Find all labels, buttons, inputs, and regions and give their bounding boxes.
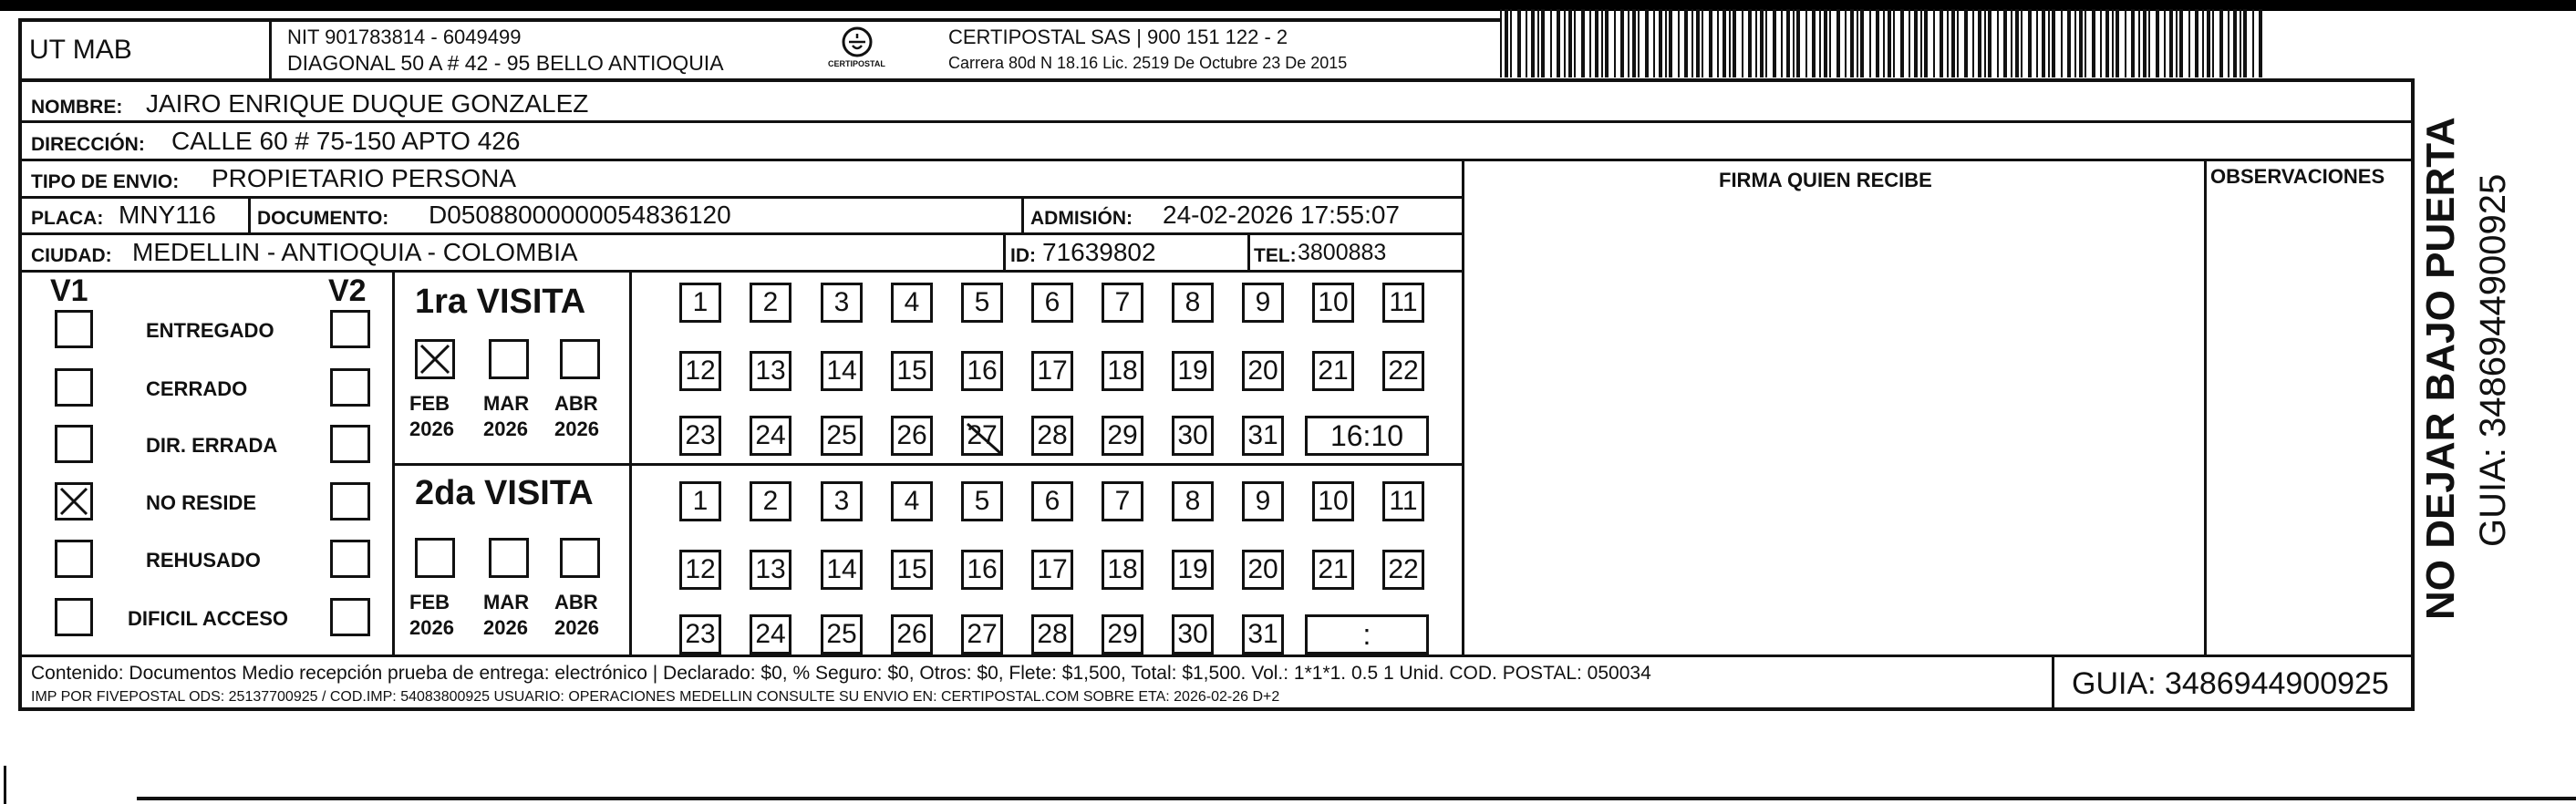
side-guia: GUIA: 3486944900925 [2473, 173, 2513, 547]
footer-line [20, 655, 2415, 657]
barcode [1500, 9, 2266, 77]
day-box[interactable]: 16 [961, 351, 1003, 391]
v2-checkbox[interactable] [330, 310, 370, 348]
footer-guia: GUIA: 3486944900925 [2072, 666, 2389, 701]
month-year: 2026 [554, 417, 599, 440]
month-year: 2026 [409, 616, 454, 639]
day-box[interactable]: 6 [1031, 481, 1073, 521]
firma-left-divider [1462, 159, 1464, 656]
day-box[interactable]: 5 [961, 481, 1003, 521]
day-box[interactable]: 17 [1031, 351, 1073, 391]
v1-checkbox[interactable] [55, 425, 93, 463]
tel-value: 3800883 [1298, 240, 1387, 265]
day-box[interactable]: 23 [679, 614, 721, 655]
observaciones-header: OBSERVACIONES [2210, 165, 2385, 188]
day-box[interactable]: 21 [1312, 550, 1354, 590]
status-label: DIFICIL ACCESO [128, 607, 289, 630]
day-box[interactable]: 10 [1312, 481, 1354, 521]
day-box[interactable]: 23 [679, 416, 721, 456]
month-label: FEB [409, 591, 450, 613]
footer-content-line: Contenido: Documentos Medio recepción prueba de entrega: electrónico | Declarado: $0, % Seguro: $0, Otros: $0, Flete: $1,500, Total: $1,500. Vol.: 1*1*1. 0.5 1 Unid. COD. POSTAL: 050034 [31, 663, 1651, 684]
tipo-envio-label: TIPO DE ENVIO: [31, 171, 180, 192]
month-label: MAR [483, 392, 530, 415]
side-warning: NO DEJAR BAJO PUERTA [2418, 117, 2463, 620]
day-box[interactable]: 20 [1242, 351, 1284, 391]
v1-label: V1 [50, 273, 88, 308]
day-box[interactable]: 15 [891, 351, 933, 391]
left-edge-mark [4, 766, 6, 804]
day-box[interactable]: 29 [1102, 416, 1143, 456]
day-box[interactable]: 8 [1172, 283, 1214, 323]
month-label: FEB [409, 392, 450, 415]
day-box[interactable]: 13 [750, 550, 791, 590]
day-box[interactable]: 14 [821, 351, 863, 391]
placa-label: PLACA: [31, 208, 104, 229]
row-line-3 [20, 196, 1464, 199]
day-box[interactable]: 4 [891, 283, 933, 323]
v1-checkbox[interactable] [55, 482, 93, 521]
day-box[interactable]: 9 [1242, 283, 1284, 323]
placa-divider [248, 196, 251, 234]
month-year: 2026 [554, 616, 599, 639]
ciudad-label: CIUDAD: [31, 245, 112, 266]
footer-guia-divider [2052, 655, 2054, 711]
month-year: 2026 [409, 417, 454, 440]
day-box[interactable]: 13 [750, 351, 791, 391]
company-nit: NIT 901783814 - 6049499 [287, 26, 522, 48]
tel-divider [1247, 232, 1250, 271]
company-name: UT MAB [29, 35, 132, 65]
day-box[interactable]: 12 [679, 351, 721, 391]
day-box[interactable]: 10 [1312, 283, 1354, 323]
visit-divider [394, 463, 1463, 466]
ciudad-value: MEDELLIN - ANTIOQUIA - COLOMBIA [132, 238, 578, 266]
day-box[interactable]: 29 [1102, 614, 1143, 655]
id-divider [1003, 232, 1006, 271]
day-check-mark [964, 418, 1004, 459]
day-box[interactable]: 30 [1172, 416, 1214, 456]
day-box[interactable]: 25 [821, 614, 863, 655]
admision-value: 24-02-2026 17:55:07 [1163, 201, 1400, 229]
direccion-value: CALLE 60 # 75-150 APTO 426 [171, 127, 521, 155]
v2-checkbox[interactable] [330, 598, 370, 636]
time-field[interactable]: 16:10 [1305, 416, 1429, 456]
month-checkbox[interactable] [560, 339, 600, 379]
day-box[interactable]: 1 [679, 283, 721, 323]
v1-checkbox[interactable] [55, 310, 93, 348]
month-label: MAR [483, 591, 530, 613]
v2-checkbox[interactable] [330, 540, 370, 578]
month-year: 2026 [483, 616, 528, 639]
day-box[interactable]: 7 [1102, 481, 1143, 521]
month-label: ABR [554, 591, 598, 613]
v2-label: V2 [328, 273, 367, 308]
day-box[interactable]: 27 [961, 614, 1003, 655]
day-box[interactable]: 28 [1031, 614, 1073, 655]
footer-print-line: IMP POR FIVEPOSTAL ODS: 25137700925 / COD.IMP: 54083800925 USUARIO: OPERACIONES MEDELLIN CONSULTE SU ENVIO EN: CERTIPOSTAL.COM SOBRE ETA: 2026-02-26 D+2 [31, 689, 1280, 705]
day-box[interactable]: 3 [821, 283, 863, 323]
id-value: 71639802 [1042, 238, 1156, 266]
time-field[interactable]: : [1305, 614, 1429, 655]
firma-header: FIRMA QUIEN RECIBE [1719, 169, 1932, 191]
day-box[interactable]: 2 [750, 283, 791, 323]
day-box[interactable]: 31 [1242, 416, 1284, 456]
day-box[interactable]: 5 [961, 283, 1003, 323]
row-line-1 [20, 120, 2415, 123]
obs-left-divider [2204, 159, 2207, 656]
visit1-title: 1ra VISITA [415, 283, 586, 321]
day-box[interactable]: 22 [1382, 351, 1424, 391]
day-box[interactable]: 19 [1172, 351, 1214, 391]
month-checkbox[interactable] [489, 339, 529, 379]
day-box[interactable]: 17 [1031, 550, 1073, 590]
day-box[interactable]: 18 [1102, 351, 1143, 391]
day-box[interactable]: 24 [750, 416, 791, 456]
day-box[interactable]: 3 [821, 481, 863, 521]
month-label: ABR [554, 392, 598, 415]
day-box[interactable]: 19 [1172, 550, 1214, 590]
row-line-2 [20, 159, 2415, 161]
placa-value: MNY116 [119, 201, 216, 229]
admision-label: ADMISIÓN: [1030, 208, 1133, 229]
day-box[interactable]: 25 [821, 416, 863, 456]
day-box[interactable]: 12 [679, 550, 721, 590]
certipostal-info: CERTIPOSTAL SAS | 900 151 122 - 2 [948, 26, 1288, 48]
day-box[interactable]: 1 [679, 481, 721, 521]
v1-checkbox[interactable] [55, 368, 93, 407]
day-box[interactable]: 28 [1031, 416, 1073, 456]
month-checkbox[interactable] [415, 339, 455, 379]
day-box[interactable]: 27 [961, 416, 1003, 456]
v2-checkbox[interactable] [330, 425, 370, 463]
nombre-value: JAIRO ENRIQUE DUQUE GONZALEZ [146, 89, 589, 118]
day-box[interactable]: 4 [891, 481, 933, 521]
day-box[interactable]: 30 [1172, 614, 1214, 655]
day-box[interactable]: 6 [1031, 283, 1073, 323]
company-address: DIAGONAL 50 A # 42 - 95 BELLO ANTIOQUIA [287, 51, 724, 75]
day-box[interactable]: 2 [750, 481, 791, 521]
logo-text: CERTIPOSTAL [828, 59, 885, 68]
v1-checkbox[interactable] [55, 540, 93, 578]
day-box[interactable]: 22 [1382, 550, 1424, 590]
v2-checkbox[interactable] [330, 368, 370, 407]
bottom-edge-line [137, 797, 2576, 800]
v1-checkbox[interactable] [55, 598, 93, 636]
status-label: DIR. ERRADA [146, 434, 278, 457]
day-box[interactable]: 31 [1242, 614, 1284, 655]
day-box[interactable]: 26 [891, 614, 933, 655]
certipostal-license: Carrera 80d N 18.16 Lic. 2519 De Octubre 23 De 2015 [948, 54, 1348, 72]
v2-checkbox[interactable] [330, 482, 370, 521]
day-box[interactable]: 7 [1102, 283, 1143, 323]
day-box[interactable]: 8 [1172, 481, 1214, 521]
day-box[interactable]: 16 [961, 550, 1003, 590]
status-label: NO RESIDE [146, 491, 257, 514]
tipo-envio-value: PROPIETARIO PERSONA [212, 164, 516, 192]
month-checkbox[interactable] [489, 538, 529, 578]
status-label: REHUSADO [146, 549, 261, 572]
tel-label: TEL: [1254, 245, 1297, 266]
visit2-title: 2da VISITA [415, 474, 594, 512]
day-box[interactable]: 9 [1242, 481, 1284, 521]
day-box[interactable]: 11 [1382, 481, 1424, 521]
admision-divider [1021, 196, 1024, 234]
day-box[interactable]: 11 [1382, 283, 1424, 323]
id-label: ID: [1010, 245, 1036, 266]
day-box[interactable]: 14 [821, 550, 863, 590]
day-box[interactable]: 24 [750, 614, 791, 655]
day-box[interactable]: 20 [1242, 550, 1284, 590]
month-year: 2026 [483, 417, 528, 440]
header-frame [18, 18, 1500, 82]
status-label: CERRADO [146, 377, 248, 400]
documento-value: D05088000000054836120 [429, 201, 731, 229]
day-box[interactable]: 26 [891, 416, 933, 456]
day-box[interactable]: 15 [891, 550, 933, 590]
documento-label: DOCUMENTO: [257, 208, 389, 229]
month-checkbox[interactable] [415, 538, 455, 578]
nombre-label: NOMBRE: [31, 97, 123, 118]
day-box[interactable]: 21 [1312, 351, 1354, 391]
day-box[interactable]: 18 [1102, 550, 1143, 590]
status-label: ENTREGADO [146, 319, 274, 342]
month-checkbox[interactable] [560, 538, 600, 578]
direccion-label: DIRECCIÓN: [31, 134, 145, 155]
